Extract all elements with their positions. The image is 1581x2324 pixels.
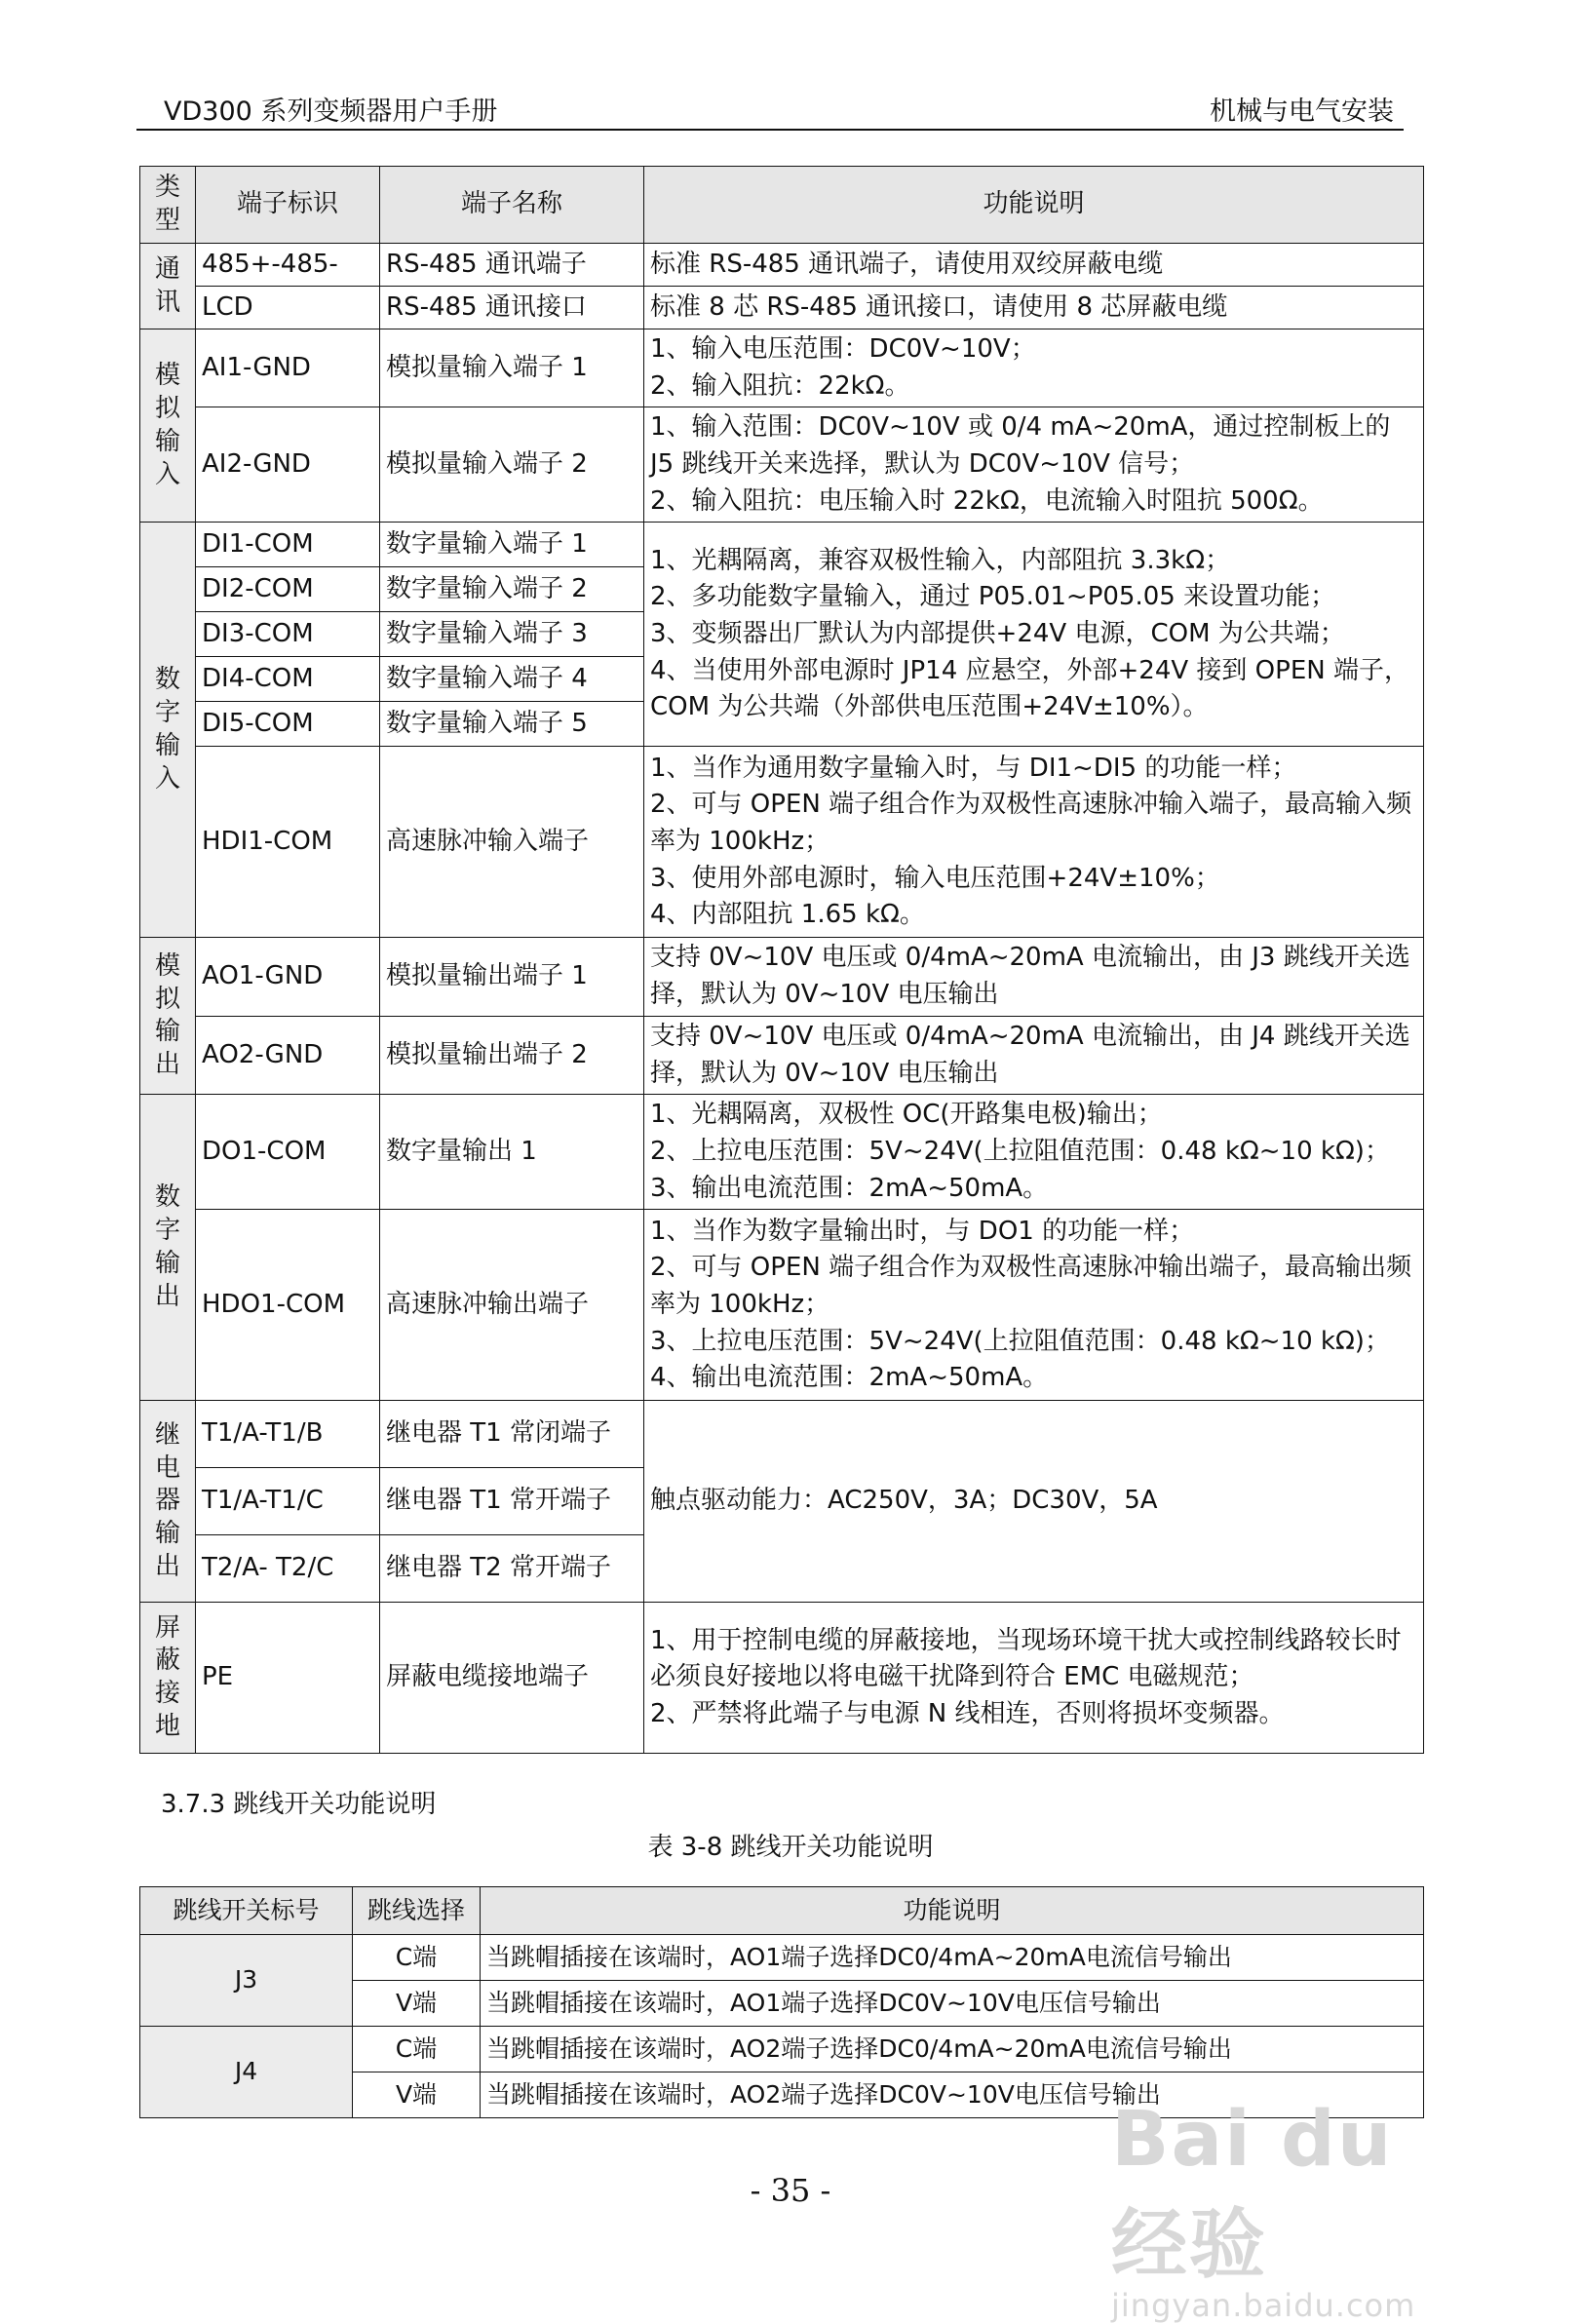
table-row [140,938,1424,1016]
table-row [140,2027,1424,2072]
type-cell-analog-output: 模拟输出 [140,938,196,1095]
jumper-select: V端 [353,2072,481,2118]
terminal-name: 数字量输入端子 5 [380,702,644,747]
terminal-id: HDO1-COM [196,1210,380,1401]
jumper-id-j3: J3 [140,1935,353,2027]
terminal-description: 1、当作为数字量输出时，与 DO1 的功能一样； 2、可与 OPEN 端子组合作为双极性高速脉冲输出端子，最高输出频率为 100kHz； 3、上拉电压范围：5V~24V(上拉阻值范围：0.48 kΩ~10 kΩ)； 4、输出电流范围：2mA~50mA。 [644,1210,1424,1401]
terminal-name: 高速脉冲输入端子 [380,747,644,938]
table-header-row [140,167,1424,244]
terminal-name: 继电器 T2 常开端子 [380,1535,644,1603]
table-row [140,1935,1424,1981]
table-row [140,747,1424,938]
terminal-id: DI4-COM [196,657,380,702]
terminal-id: AI1-GND [196,329,380,407]
terminal-name: 高速脉冲输出端子 [380,1210,644,1401]
table-row [140,1210,1424,1401]
table-row [140,1016,1424,1094]
table-row [140,1095,1424,1210]
table-header-row [140,1887,1424,1935]
terminal-id: DI1-COM [196,523,380,567]
terminal-name: RS-485 通讯端子 [380,244,644,287]
type-cell-relay-output: 继电器输出 [140,1401,196,1603]
terminal-name: RS-485 通讯接口 [380,287,644,329]
table-row [140,523,1424,567]
jumper-switch-table [139,1886,1424,2118]
terminal-name: 模拟量输入端子 1 [380,329,644,407]
header-chapter-title: 机械与电气安装 [1210,97,1394,127]
col-header-terminal-name: 端子名称 [380,167,644,244]
terminal-name: 继电器 T1 常闭端子 [380,1401,644,1468]
col-header-type: 类型 [140,167,196,244]
terminal-id: DI2-COM [196,567,380,612]
terminal-description: 1、光耦隔离，双极性 OC(开路集电极)输出； 2、上拉电压范围：5V~24V(上拉阻值范围：0.48 kΩ~10 kΩ)； 3、输出电流范围：2mA~50mA。 [644,1095,1424,1210]
terminal-id: DI5-COM [196,702,380,747]
terminal-description: 1、输入范围：DC0V~10V 或 0/4 mA~20mA，通过控制板上的 J5 跳线开关来选择，默认为 DC0V~10V 信号； 2、输入阻抗：电压输入时 22kΩ，电流输入时阻抗 500Ω。 [644,407,1424,523]
terminal-description: 1、输入电压范围：DC0V~10V； 2、输入阻抗：22kΩ。 [644,329,1424,407]
terminal-name: 继电器 T1 常开端子 [380,1468,644,1535]
relay-shared-description: 触点驱动能力：AC250V，3A；DC30V，5A [644,1401,1424,1603]
jumper-id-j4: J4 [140,2027,353,2118]
terminal-id: T1/A-T1/B [196,1401,380,1468]
table-row [140,329,1424,407]
table-row [140,407,1424,523]
page-number: - 35 - [750,2172,831,2209]
terminal-description: 支持 0V~10V 电压或 0/4mA~20mA 电流输出，由 J4 跳线开关选择，默认为 0V~10V 电压输出 [644,1016,1424,1094]
terminal-id: T1/A-T1/C [196,1468,380,1535]
type-cell-digital-output: 数字输出 [140,1095,196,1401]
page-header [136,86,1404,131]
table-row [140,244,1424,287]
jumper-description: 当跳帽插接在该端时，AO1端子选择DC0V~10V电压信号输出 [481,1981,1424,2027]
type-cell-shield-ground: 屏蔽接地 [140,1603,196,1754]
terminal-id: PE [196,1603,380,1754]
col-header-description: 功能说明 [481,1887,1424,1935]
terminal-id: LCD [196,287,380,329]
type-cell-communication: 通讯 [140,244,196,329]
terminal-id: HDI1-COM [196,747,380,938]
terminal-description: 标准 8 芯 RS-485 通讯接口，请使用 8 芯屏蔽电缆 [644,287,1424,329]
terminal-id: DO1-COM [196,1095,380,1210]
terminal-name: 数字量输入端子 3 [380,612,644,657]
jumper-select: C端 [353,1935,481,1981]
terminal-id: 485+-485- [196,244,380,287]
terminal-id: T2/A- T2/C [196,1535,380,1603]
col-header-terminal-id: 端子标识 [196,167,380,244]
terminal-description: 1、当作为通用数字量输入时，与 DI1~DI5 的功能一样； 2、可与 OPEN 端子组合作为双极性高速脉冲输入端子，最高输入频率为 100kHz； 3、使用外部电源时，输入电压范围+24V±10%； 4、内部阻抗 1.65 kΩ。 [644,747,1424,938]
terminal-id: AO2-GND [196,1016,380,1094]
type-cell-digital-input: 数字输入 [140,523,196,938]
table-row [140,287,1424,329]
terminal-id: AO1-GND [196,938,380,1016]
jumper-description: 当跳帽插接在该端时，AO2端子选择DC0V~10V电压信号输出 [481,2072,1424,2118]
jumper-select: V端 [353,1981,481,2027]
terminal-name: 模拟量输出端子 1 [380,938,644,1016]
terminal-description: 1、用于控制电缆的屏蔽接地，当现场环境干扰大或控制线路较长时必须良好接地以将电磁干扰降到符合 EMC 电磁规范； 2、严禁将此端子与电源 N 线相连，否则将损坏变频器。 [644,1603,1424,1754]
table-caption: 表 3-8 跳线开关功能说明 [647,1833,934,1862]
terminal-function-table [139,166,1424,1754]
terminal-id: DI3-COM [196,612,380,657]
header-manual-title: VD300 系列变频器用户手册 [164,97,498,127]
col-header-jumper-select: 跳线选择 [353,1887,481,1935]
col-header-jumper-id: 跳线开关标号 [140,1887,353,1935]
table-row [140,1401,1424,1468]
baidu-jingyan-watermark [1111,2096,1482,2324]
table-row [140,1603,1424,1754]
watermark-url: jingyan.baidu.com [1111,2287,1416,2324]
jumper-description: 当跳帽插接在该端时，AO1端子选择DC0/4mA~20mA电流信号输出 [481,1935,1424,1981]
terminal-name: 模拟量输入端子 2 [380,407,644,523]
terminal-name: 数字量输出 1 [380,1095,644,1210]
type-cell-analog-input: 模拟输入 [140,329,196,523]
terminal-name: 数字量输入端子 4 [380,657,644,702]
col-header-description: 功能说明 [644,167,1424,244]
terminal-description: 标准 RS-485 通讯端子，请使用双绞屏蔽电缆 [644,244,1424,287]
terminal-description: 支持 0V~10V 电压或 0/4mA~20mA 电流输出，由 J3 跳线开关选择，默认为 0V~10V 电压输出 [644,938,1424,1016]
terminal-id: AI2-GND [196,407,380,523]
terminal-name: 数字量输入端子 1 [380,523,644,567]
terminal-name: 数字量输入端子 2 [380,567,644,612]
terminal-name: 模拟量输出端子 2 [380,1016,644,1094]
di-shared-description: 1、光耦隔离，兼容双极性输入，内部阻抗 3.3kΩ； 2、多功能数字量输入，通过 P05.01~P05.05 来设置功能； 3、变频器出厂默认为内部提供+24V 电源，COM 为公共端； 4、当使用外部电源时 JP14 应悬空，外部+24V 接到 OPEN 端子，COM 为公共端（外部供电压范围+24V±10%）。 [644,523,1424,747]
section-title: 3.7.3 跳线开关功能说明 [161,1790,437,1819]
watermark-logo: Bai du 经验 [1111,2096,1394,2289]
jumper-description: 当跳帽插接在该端时，AO2端子选择DC0/4mA~20mA电流信号输出 [481,2027,1424,2072]
jumper-select: C端 [353,2027,481,2072]
terminal-name: 屏蔽电缆接地端子 [380,1603,644,1754]
